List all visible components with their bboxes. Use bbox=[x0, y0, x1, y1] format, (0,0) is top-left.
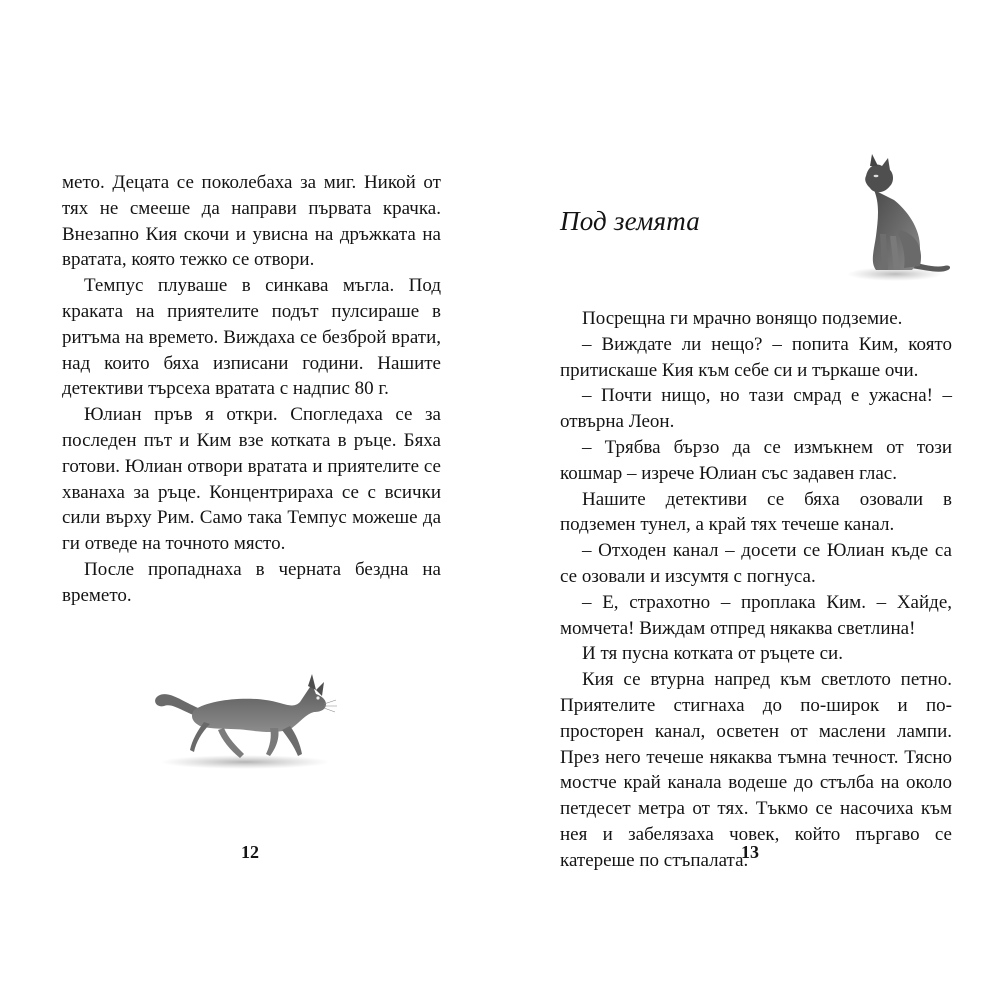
right-page-text bbox=[560, 306, 952, 874]
right-paragraph-2: – Виждате ли нещо? – попита Ким, която притискаше Кия към себе си и търкаше очи. bbox=[560, 333, 952, 381]
right-paragraph-5: Нашите детективи се бяха озовали в подземен тунел, а край тях течеше канал. bbox=[560, 488, 952, 536]
running-cat-icon bbox=[150, 670, 340, 780]
right-paragraph-3: – Почти нищо, но тази смрад е ужасна! – отвърна Леон. bbox=[560, 385, 952, 433]
sitting-cat-icon bbox=[840, 150, 955, 290]
left-paragraph-2: Темпус плуваше в синкава мъгла. Под краката на приятелите подът пулсираше в ритъма на времето. Виждаха се безброй врати, над които бяха изписани години. Нашите детективи търсеха вратата с надпис 80 г. bbox=[62, 275, 441, 400]
right-paragraph-7: – Е, страхотно – проплака Ким. – Хайде, момчета! Виждам отпред някаква светлина! bbox=[560, 591, 952, 639]
page-number: 12 bbox=[241, 842, 259, 862]
left-paragraph-1: мето. Децата се поколебаха за миг. Никой от тях не смееше да направи първата крачка. Внезапно Кия скочи и увисна на дръжката на вратата, която тежко се отвори. bbox=[62, 172, 441, 271]
right-page bbox=[500, 0, 1000, 1000]
right-paragraph-1: Посрещна ги мрачно вонящо подземие. bbox=[582, 308, 903, 329]
left-paragraph-4: После пропаднаха в черната бездна на времето. bbox=[62, 558, 441, 606]
right-paragraph-4: – Трябва бързо да се измъкнем от този кошмар – изрече Юлиан със задавен глас. bbox=[560, 436, 952, 484]
left-page-text bbox=[62, 170, 441, 609]
right-paragraph-6: – Отходен канал – досети се Юлиан къде са се озовали и изсумтя с погнуса. bbox=[560, 540, 952, 587]
left-paragraph-3: Юлиан пръв я откри. Спогледаха се за последен път и Ким взе котката в ръце. Бяха готови. Юлиан отвори вратата и приятелите се хванаха за ръце. Концентрираха се с всички сили върху Рим. Само така Темпус можеше да ги отведе на точното място. bbox=[62, 404, 441, 555]
right-paragraph-9: Кия се втурна напред към светлото петно. Приятелите стигнаха до по-широк и по-просторен канал, осветен от маслени лампи. През него течеше някаква тъмна течност. Тясно мостче край канала водеше до стълба на около петдесет метра от тях. Тъкмо се насочиха към нея и забелязаха човек, който пъргаво се катереше по стъпалата. bbox=[560, 669, 952, 871]
chapter-title: Под земята bbox=[560, 206, 701, 236]
page-number: 13 bbox=[741, 842, 759, 862]
right-paragraph-8: И тя пусна котката от ръцете си. bbox=[582, 643, 843, 665]
